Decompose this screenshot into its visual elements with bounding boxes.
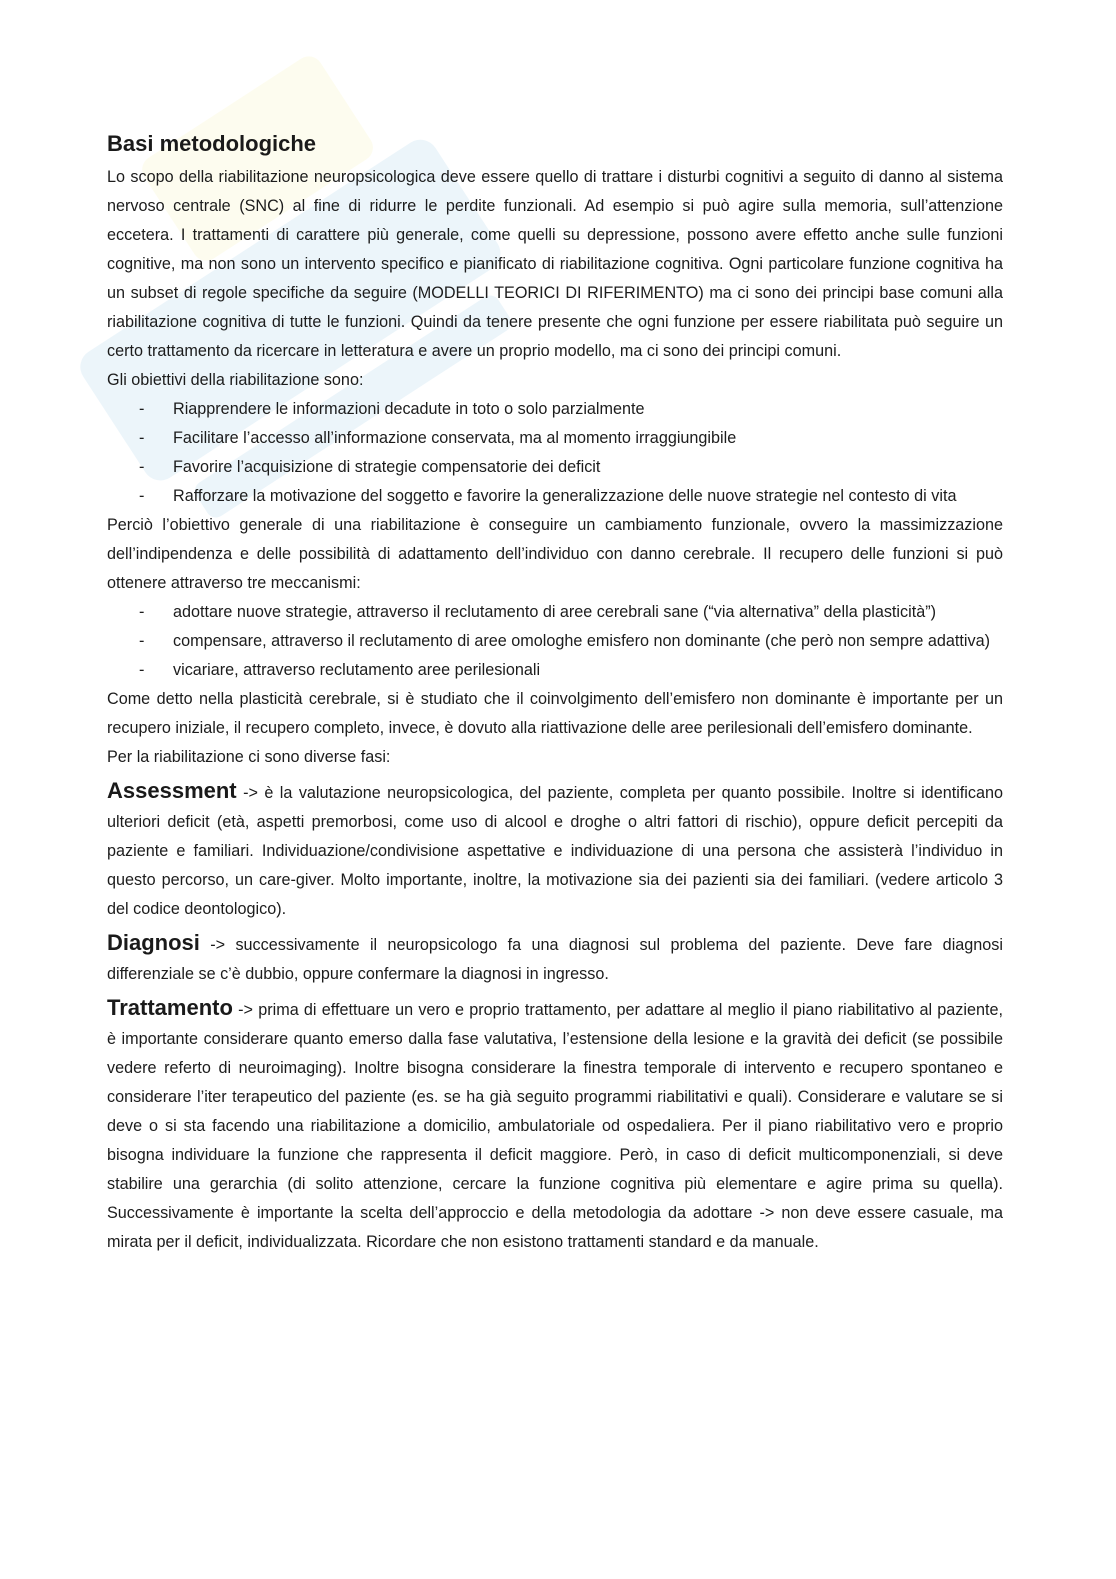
list-item: - compensare, attraverso il reclutamento di aree omologhe emisfero non dominante (che però non sempre adattiva): [173, 627, 1003, 656]
mechanisms-list: [107, 598, 1003, 685]
list-item: - vicariare, attraverso reclutamento aree perilesionali: [173, 656, 1003, 685]
phase-keyword: Trattamento: [107, 995, 233, 1020]
phase-text: -> prima di effettuare un vero e proprio trattamento, per adattare al meglio il piano riabilitativo al paziente, è importante considerare quanto emerso dalla fase valutativa, l’estensione della lesione e la gravità dei deficit (se possibile vedere referto di neuroimaging). Inoltre bisogna considerare la finestra temporale di intervento e recupero spontaneo e considerare l’iter terapeutico del paziente (es. se ha già seguito programmi riabilitativi e quali). Considerare e valutare se si deve o si sta facendo una riabilitazione a domicilio, ambulatoriale od ospedaliera. Per il piano riabilitativo vero e proprio bisogna individuare la funzione che rappresenta il deficit maggiore. Però, in caso di deficit multicomponenziali, si deve stabilire una gerarchia (di solito attenzione, cercare la funzione cognitiva più elementare e agire prima su quella). Successivamente è importante la scelta dell’approccio e della metodologia da adottare -> non deve essere casuale, ma mirata per il deficit, individualizzata. Ricordare che non esistono trattamenti standard e da manuale.: [107, 1001, 1003, 1251]
list-item: - Facilitare l’accesso all’informazione conservata, ma al momento irraggiungibile: [173, 424, 1003, 453]
plasticity-paragraph: Come detto nella plasticità cerebrale, si è studiato che il coinvolgimento dell’emisfero non dominante è importante per un recupero iniziale, il recupero completo, invece, è dovuto alla riattivazione delle aree perilesionali dell’emisfero dominante.: [107, 690, 1003, 737]
general-objective-paragraph: Perciò l’obiettivo generale di una riabilitazione è conseguire un cambiamento funzionale, ovvero la massimizzazione dell’indipendenza e delle possibilità di adattamento dell’individuo con danno cerebrale. Il recupero delle funzioni si può ottenere attraverso tre meccanismi:: [107, 516, 1003, 592]
phase-diagnosi: [107, 928, 1003, 989]
phase-keyword: Diagnosi: [107, 930, 200, 955]
intro-paragraph: Lo scopo della riabilitazione neuropsicologica deve essere quello di trattare i disturbi cognitivi a seguito di danno al sistema nervoso centrale (SNC) al fine di ridurre le perdite funzionali. Ad esempio si può agire sulla memoria, sull’attenzione eccetera. I trattamenti di carattere più generale, come quelli su depressione, possono avere effetto anche sulle funzioni cognitive, ma non sono un intervento specifico e pianificato di riabilitazione cognitiva. Ogni particolare funzione cognitiva ha un subset di regole specifiche da seguire (MODELLI TEORICI DI RIFERIMENTO) ma ci sono dei principi base comuni alla riabilitazione cognitiva di tutte le funzioni. Quindi da tenere presente che ogni funzione per essere riabilitata può seguire un certo trattamento da ricercare in letteratura e avere un proprio modello, ma ci sono dei principi comuni.: [107, 168, 1003, 360]
list-item: - Rafforzare la motivazione del soggetto e favorire la generalizzazione delle nuove strategie nel contesto di vita: [173, 482, 1003, 511]
objectives-intro: Gli obiettivi della riabilitazione sono:: [107, 371, 364, 389]
list-item: - adottare nuove strategie, attraverso il reclutamento di aree cerebrali sane (“via alternativa” della plasticità”): [173, 598, 1003, 627]
phase-trattamento: [107, 993, 1003, 1257]
list-item: - Riapprendere le informazioni decadute in toto o solo parzialmente: [173, 395, 1003, 424]
phase-text: -> successivamente il neuropsicologo fa una diagnosi sul problema del paziente. Deve fare diagnosi differenziale se c’è dubbio, oppure confermare la diagnosi in ingresso.: [107, 936, 1003, 983]
document-page: [107, 131, 1003, 1257]
phases-intro: Per la riabilitazione ci sono diverse fasi:: [107, 748, 391, 766]
phase-keyword: Assessment: [107, 778, 237, 803]
phase-assessment: [107, 776, 1003, 924]
list-item: - Favorire l’acquisizione di strategie compensatorie dei deficit: [173, 453, 1003, 482]
objectives-list: [107, 395, 1003, 511]
section-title: Basi metodologiche: [107, 131, 317, 156]
phase-text: -> è la valutazione neuropsicologica, del paziente, completa per quanto possibile. Inoltre si identificano ulteriori deficit (età, aspetti premorbosi, come uso di alcool e droghe o altri fattori di rischio), oppure deficit percepiti da paziente e familiari. Individuazione/condivisione aspettative e individuazione di una persona che assisterà l’individuo in questo percorso, un care-giver. Molto importante, inoltre, la motivazione sia dei pazienti sia dei familiari. (vedere articolo 3 del codice deontologico).: [107, 784, 1003, 918]
